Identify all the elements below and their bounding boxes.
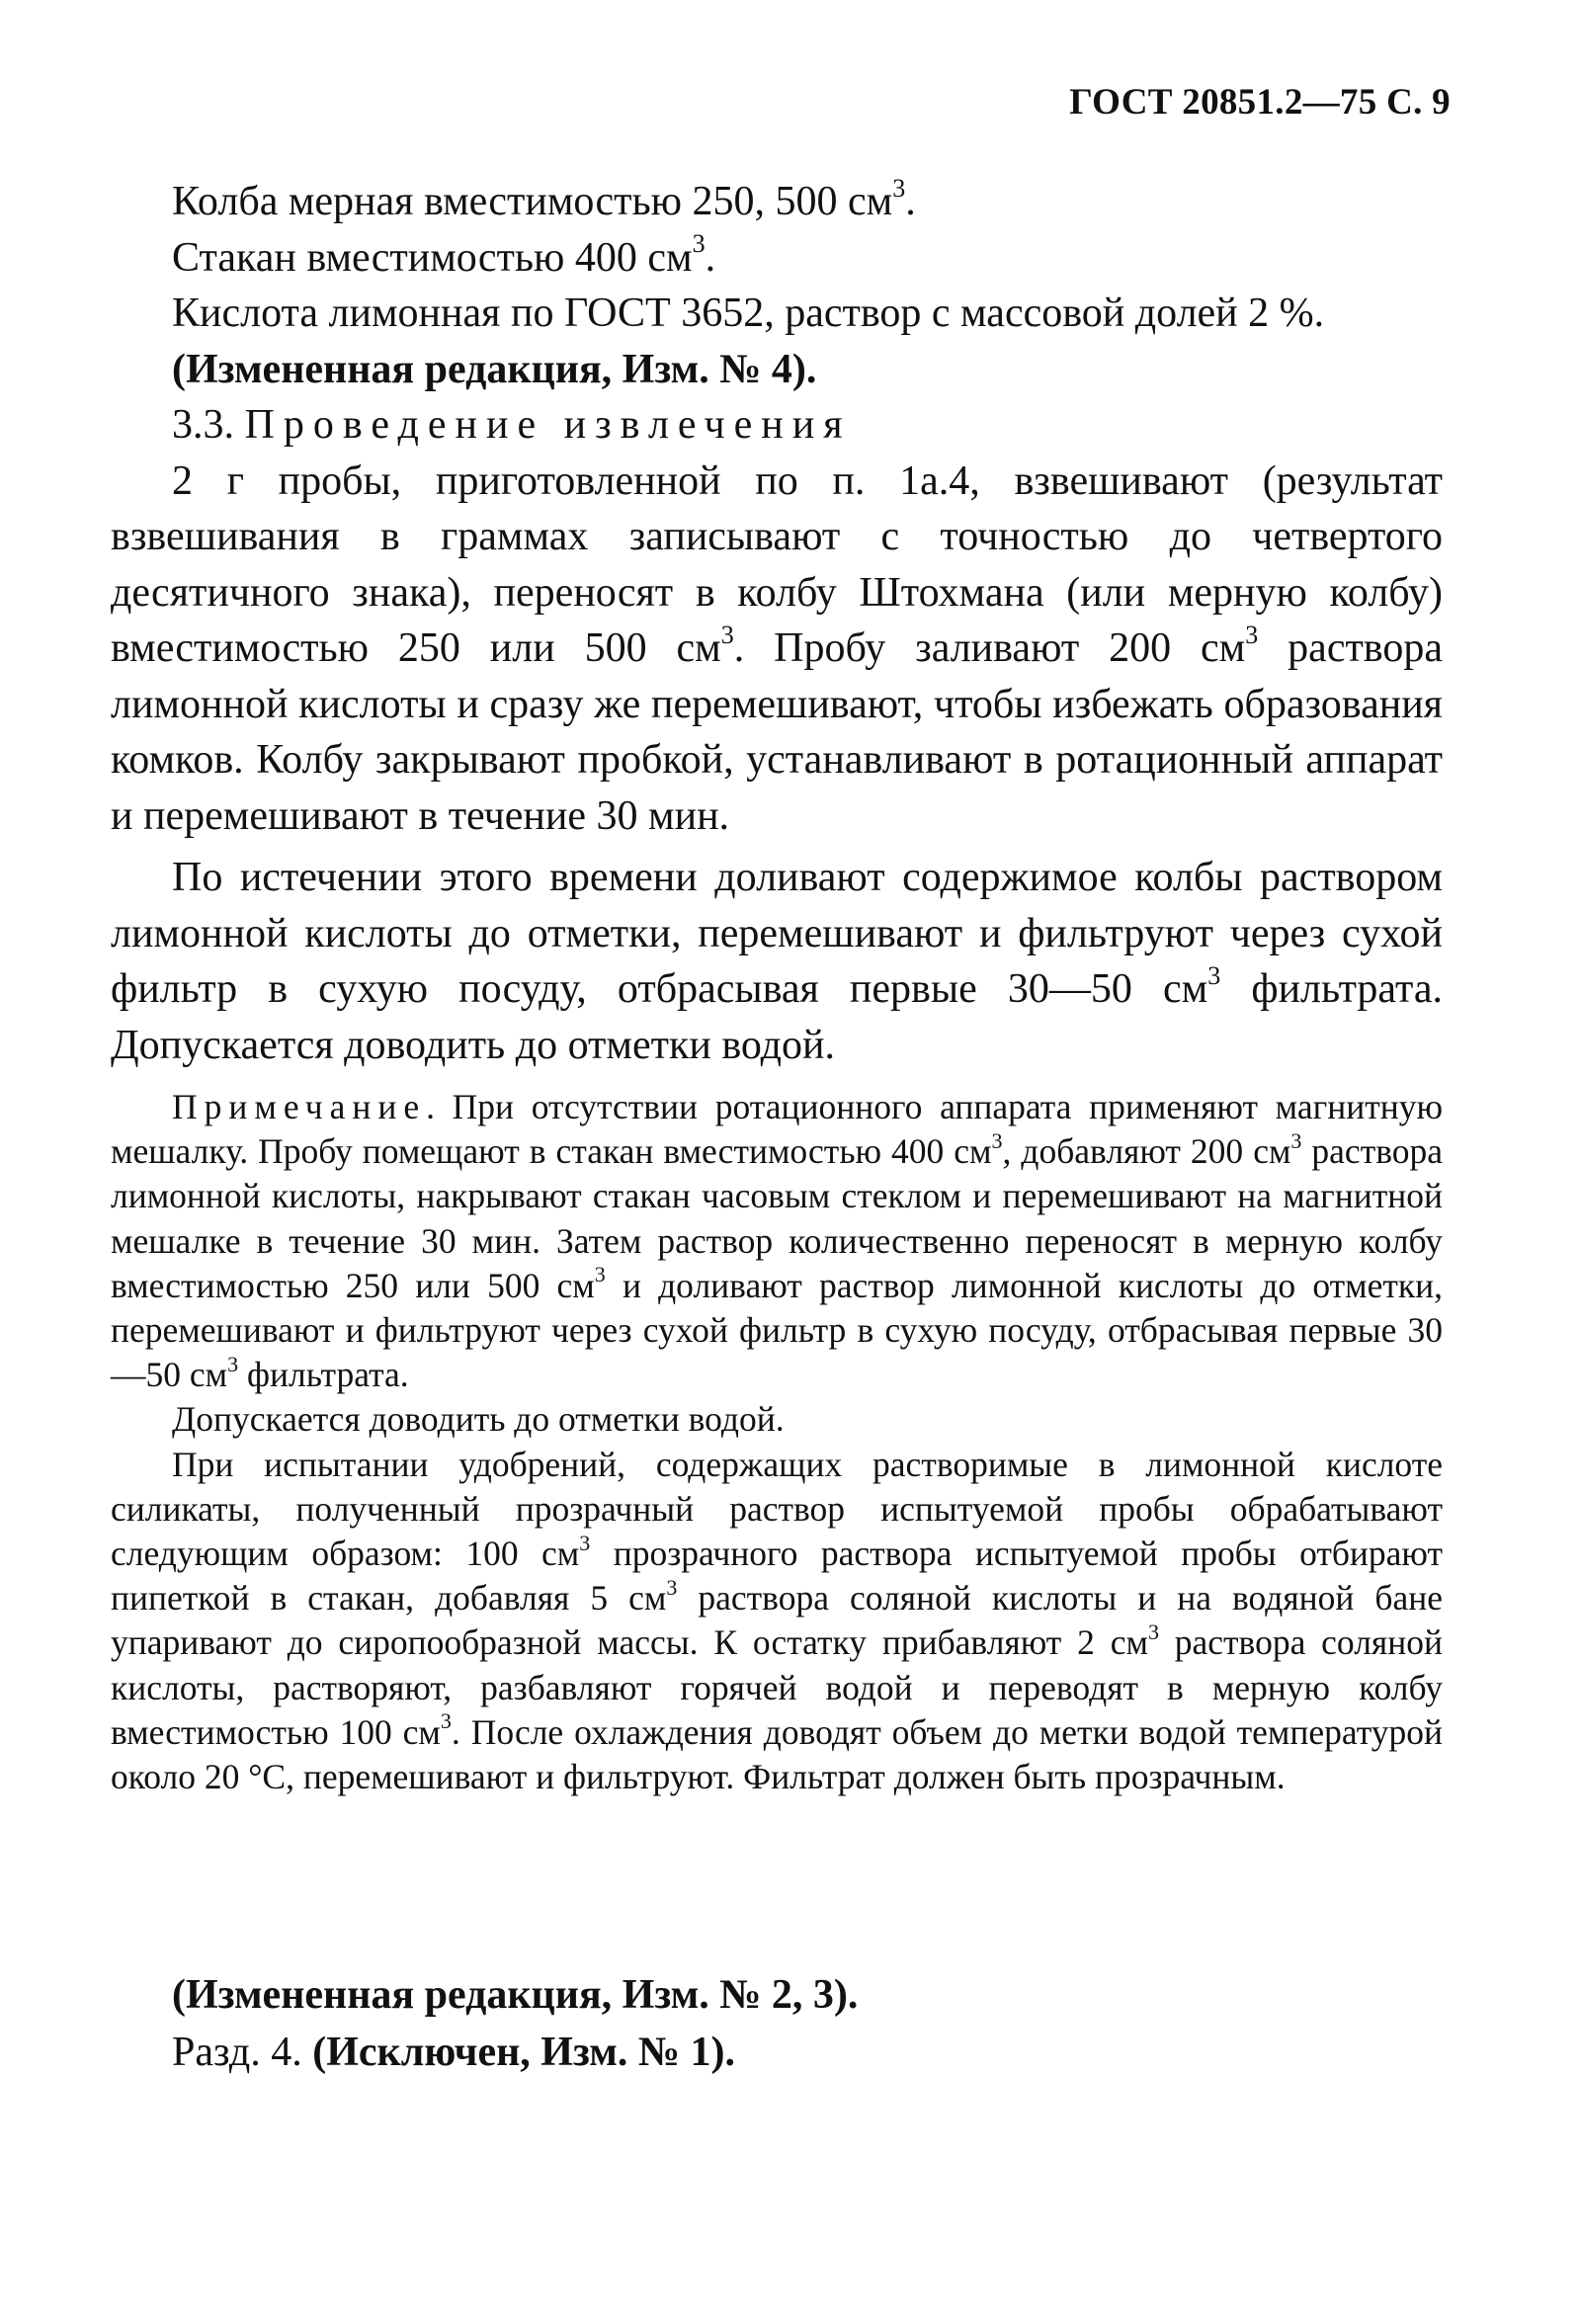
section-number: 3.3. xyxy=(172,402,234,448)
note-paragraph-3: При испытании удобрений, содержащих растворимые в лимонной кислоте силикаты, полученный прозрачный раствор испытуемой пробы обрабатывают следующим образом: 100 $см^3$ прозрачного раствора испытуемой пробы отбирают пипеткой в стакан, добавляя 5 $см^3$ раствора соляной кислоты и на водяной бане упаривают до сиропообразной массы. К остатку прибавляют 2 $см^3$ раствора соляной кислоты, растворяют, разбавляют горячей водой и переводят в мерную колбу вместимостью 100 $см^3$. После охлаждения доводят объем до метки водой температурой около 20 °С, перемешивают и фильтруют. Фильтрат должен быть прозрачным. xyxy=(111,1444,1443,1797)
page-header: ГОСТ 20851.2—75 С. 9 xyxy=(1069,82,1451,123)
main-text xyxy=(111,174,1443,1073)
amendment-2-3: (Измененная редакция, Изм. № 2, 3). xyxy=(172,1972,859,2018)
note-paragraph-2: Допускается доводить до отметки водой. xyxy=(172,1399,785,1440)
section-title: Проведение извлечения xyxy=(244,402,852,448)
section-3-3-heading xyxy=(111,397,1443,454)
extraction-paragraph: 2 г пробы, приготовленной по п. 1а.4, взвешивают (результат взвешивания в граммах записывают с точностью до четвертого десятичного знака), переносят в колбу Штохмана (или мерную колбу) вместимостью 250 или 500 $см^3$. Пробу заливают 200 $см^3$ раствора лимонной кислоты и сразу же перемешивают, чтобы избежать образования комков. Колбу закрывают пробкой, устанавливают в ротационный аппарат и перемешивают в течение 30 мин. xyxy=(111,457,1443,839)
citric-acid-line: Кислота лимонная по ГОСТ 3652, раствор с массовой долей 2 %. xyxy=(172,290,1325,336)
amendment-4: (Измененная редакция, Изм. № 4). xyxy=(172,346,817,392)
note-block xyxy=(111,1085,1443,1799)
note-paragraph-1: Примечание. При отсутствии ротационного аппарата применяют магнитную мешалку. Пробу помещают в стакан вместимостью 400 $см^3$, добавляют 200 $см^3$ раствора лимонной кислоты, накрывают стакан часовым стеклом и перемешивают на магнитной мешалке в течение 30 мин. Затем раствор количественно переносят в мерную колбу вместимостью 250 или 500 $см^3$ и доливают раствор лимонной кислоты до отметки, перемешивают и фильтруют через сухой фильтр в сухую посуду, отбрасывая первые 30—50 $см^3$ фильтрата. xyxy=(111,1087,1443,1395)
filtration-paragraph: По истечении этого времени доливают содержимое колбы раствором лимонной кислоты до отметки, перемешивают и фильтруют через сухой фильтр в сухую посуду, отбрасывая первые 30—50 $см^3$ фильтрата. Допускается доводить до отметки водой. xyxy=(111,855,1443,1068)
flask-line: Колба мерная вместимостью 250, 500 $см^3$. xyxy=(172,173,916,224)
section-4-line: Разд. 4. (Исключен, Изм. № 1). xyxy=(172,2030,736,2075)
note-label: Примечание xyxy=(172,1087,427,1126)
beaker-line: Стакан вместимостью 400 $см^3$. xyxy=(172,229,716,281)
footer-block xyxy=(111,1966,1443,2081)
